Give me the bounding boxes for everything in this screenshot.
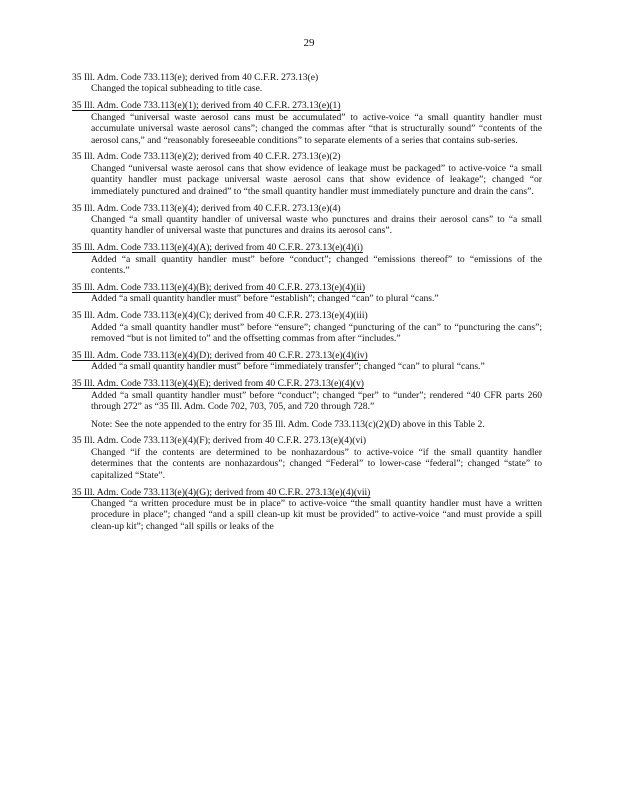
table-entry [72,242,542,276]
entry-description: Added “a small quantity handler must” before “conduct”; changed “emissions thereof” to “emissions of the contents.” [91,253,542,277]
entry-description: Changed “if the contents are determined to be nonhazardous” to active-voice “if the small quantity handler determines that the contents are nonhazardous”; changed “Federal” to lower-case “federal”; changed “state” to capitalized “State”. [91,446,542,481]
table-entry [72,310,542,344]
entry-citation-heading: 35 Ill. Adm. Code 733.113(e)(4)(E); derived from 40 C.F.R. 273.13(e)(4)(v) [72,378,364,390]
derivation-table-entries [72,72,542,538]
entry-citation-heading: 35 Ill. Adm. Code 733.113(e)(1); derived from 40 C.F.R. 273.13(e)(1) [72,100,341,112]
table-entry [72,487,542,533]
entry-description: Added “a small quantity handler must” before “establish”; changed “can” to plural “cans.” [91,293,439,305]
entry-citation-heading: 35 Ill. Adm. Code 733.113(e); derived from 40 C.F.R. 273.13(e) [72,72,319,83]
entry-description: Added “a small quantity handler must” before “ensure”; changed “puncturing of the can” to “puncturing the cans”; removed “but is not limited to” and the offsetting commas from after “includes.” [91,321,542,345]
table-entry [72,203,542,237]
entry-citation-heading: 35 Ill. Adm. Code 733.113(e)(4)(B); derived from 40 C.F.R. 273.13(e)(4)(ii) [72,282,366,293]
entry-description: Added “a small quantity handler must” before “conduct”; changed “per” to “under”; rendered “40 CFR parts 260 through 272” as “35 Ill. Adm. Code 702, 703, 705, and 720 through 728.” [91,389,542,413]
entry-description: Changed “universal waste aerosol cans that show evidence of leakage must be packaged” to active-voice “a small quantity handler must package universal waste aerosol cans that show evidence of leakage”; changed “or immediately punctured and drained” to “the small quantity handler must immediately puncture and drain the cans”. [91,162,542,197]
table-entry [72,350,542,373]
entry-description: Changed “a small quantity handler of universal waste who punctures and drains their aerosol cans” to “a small quantity handler of universal waste that punctures and drains its aerosol cans”. [91,213,542,237]
entry-citation-heading: 35 Ill. Adm. Code 733.113(e)(2); derived from 40 C.F.R. 273.13(e)(2) [72,151,341,163]
entry-citation-heading: 35 Ill. Adm. Code 733.113(e)(4)(A); derived from 40 C.F.R. 273.13(e)(4)(i) [72,242,363,254]
entry-citation-heading: 35 Ill. Adm. Code 733.113(e)(4)(D); derived from 40 C.F.R. 273.13(e)(4)(iv) [72,350,368,362]
table-entry [72,435,542,481]
entry-note: Note: See the note appended to the entry for 35 Ill. Adm. Code 733.113(c)(2)(D) above in this Table 2. [91,418,485,430]
table-entry [72,151,542,197]
table-entry [72,282,542,305]
entry-citation-heading: 35 Ill. Adm. Code 733.113(e)(4); derived from 40 C.F.R. 273.13(e)(4) [72,202,341,214]
table-entry [72,72,542,95]
entry-description: Added “a small quantity handler must” before “immediately transfer”; changed “can” to plural “cans.” [91,361,485,373]
table-entry [72,378,542,430]
entry-citation-heading: 35 Ill. Adm. Code 733.113(e)(4)(G); derived from 40 C.F.R. 273.13(e)(4)(vii) [72,486,371,498]
page-number: 29 [303,37,315,49]
entry-description: Changed “universal waste aerosol cans must be accumulated” to active-voice “a small quantity handler must accumulate universal waste aerosol cans”; changed the commas after “that is structurally sound” “contents of the aerosol cans,” and “reasonably foreseeable conditions” to separate elements of a series that contains sub-series. [91,111,542,146]
entry-citation-heading: 35 Ill. Adm. Code 733.113(e)(4)(C); derived from 40 C.F.R. 273.13(e)(4)(iii) [72,310,368,322]
table-entry [72,100,542,146]
entry-description: Changed “a written procedure must be in place” to active-voice “the small quantity handler must have a written procedure in place”; changed “and a spill clean-up kit must be provided” to active-voice “and must provide a spill clean-up kit”; changed “all spills or leaks of the [91,498,542,532]
entry-description: Changed the topical subheading to title case. [91,83,263,95]
entry-citation-heading: 35 Ill. Adm. Code 733.113(e)(4)(F); derived from 40 C.F.R. 273.13(e)(4)(vi) [72,435,367,447]
